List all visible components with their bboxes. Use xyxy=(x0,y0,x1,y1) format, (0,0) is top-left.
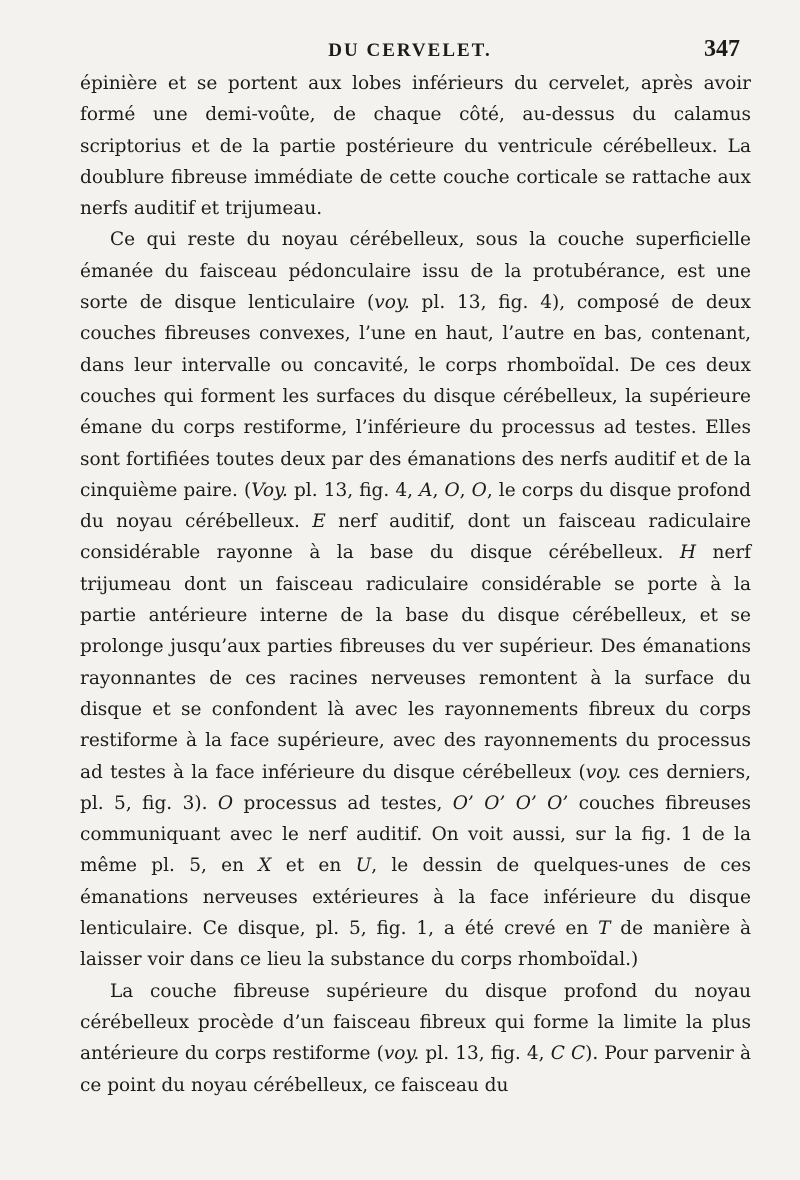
running-head xyxy=(80,36,740,66)
body-text xyxy=(80,68,751,1101)
page-number: 347 xyxy=(704,36,740,62)
paragraph: La couche fibreuse supérieure du disque profond du noyau cérébelleux procède d’un faisceau fibreux qui forme la limite la plus antérieure du corps restiforme (voy. pl. 13, fig. 4, C C). Pour parvenir à ce point du noyau cérébelleux, ce faisceau du xyxy=(80,980,751,1096)
running-title: DU CERVELET. xyxy=(328,40,492,61)
paragraph: Ce qui reste du noyau cérébelleux, sous la couche superficielle émanée du faisceau pédonculaire issu de la protubérance, est une sorte de disque lenticulaire (voy. pl. 13, fig. 4), composé de deux couches fibreuses convexes, l’une en haut, l’autre en bas, contenant, dans leur intervalle ou concavité, le corps rhomboïdal. De ces deux couches qui forment les surfaces du disque cérébelleux, la supérieure émane du corps restiforme, l’inférieure du processus ad testes. Elles sont fortifiées toutes deux par des émanations des nerfs auditif et de la cinquième paire. (Voy. pl. 13, fig. 4, A, O, O, le corps du disque profond du noyau cérébelleux. E nerf auditif, dont un faisceau radiculaire considérable rayonne à la base du disque cérébelleux. H nerf trijumeau dont un faisceau radiculaire considérable se porte à la partie antérieure interne de la base du disque cérébelleux, et se prolonge jusqu’aux parties fibreuses du ver supérieur. Des émanations rayonnantes de ces racines nerveuses remontent à la surface du disque et se confondent là avec les rayonnements fibreux du corps restiforme à la face supérieure, avec des rayonnements du processus ad testes à la face inférieure du disque cérébelleux (voy. ces derniers, pl. 5, fig. 3). O processus ad testes, O’ O’ O’ O’ couches fibreuses communiquant avec le nerf auditif. On voit aussi, sur la fig. 1 de la même pl. 5, en X et en U, le dessin de quelques-unes de ces émanations nerveuses extérieures à la face inférieure du disque lenticulaire. Ce disque, pl. 5, fig. 1, a été crevé en T de manière à laisser voir dans ce lieu la substance du corps rhomboïdal.) xyxy=(80,229,752,971)
paragraph: épinière et se portent aux lobes inférieurs du cervelet, après avoir formé une demi-voûte, de chaque côté, au-dessus du calamus scriptorius et de la partie postérieure du ventricule cérébelleux. La doublure fibreuse immédiate de cette couche corticale se rattache aux nerfs auditif et trijumeau. xyxy=(80,73,751,220)
